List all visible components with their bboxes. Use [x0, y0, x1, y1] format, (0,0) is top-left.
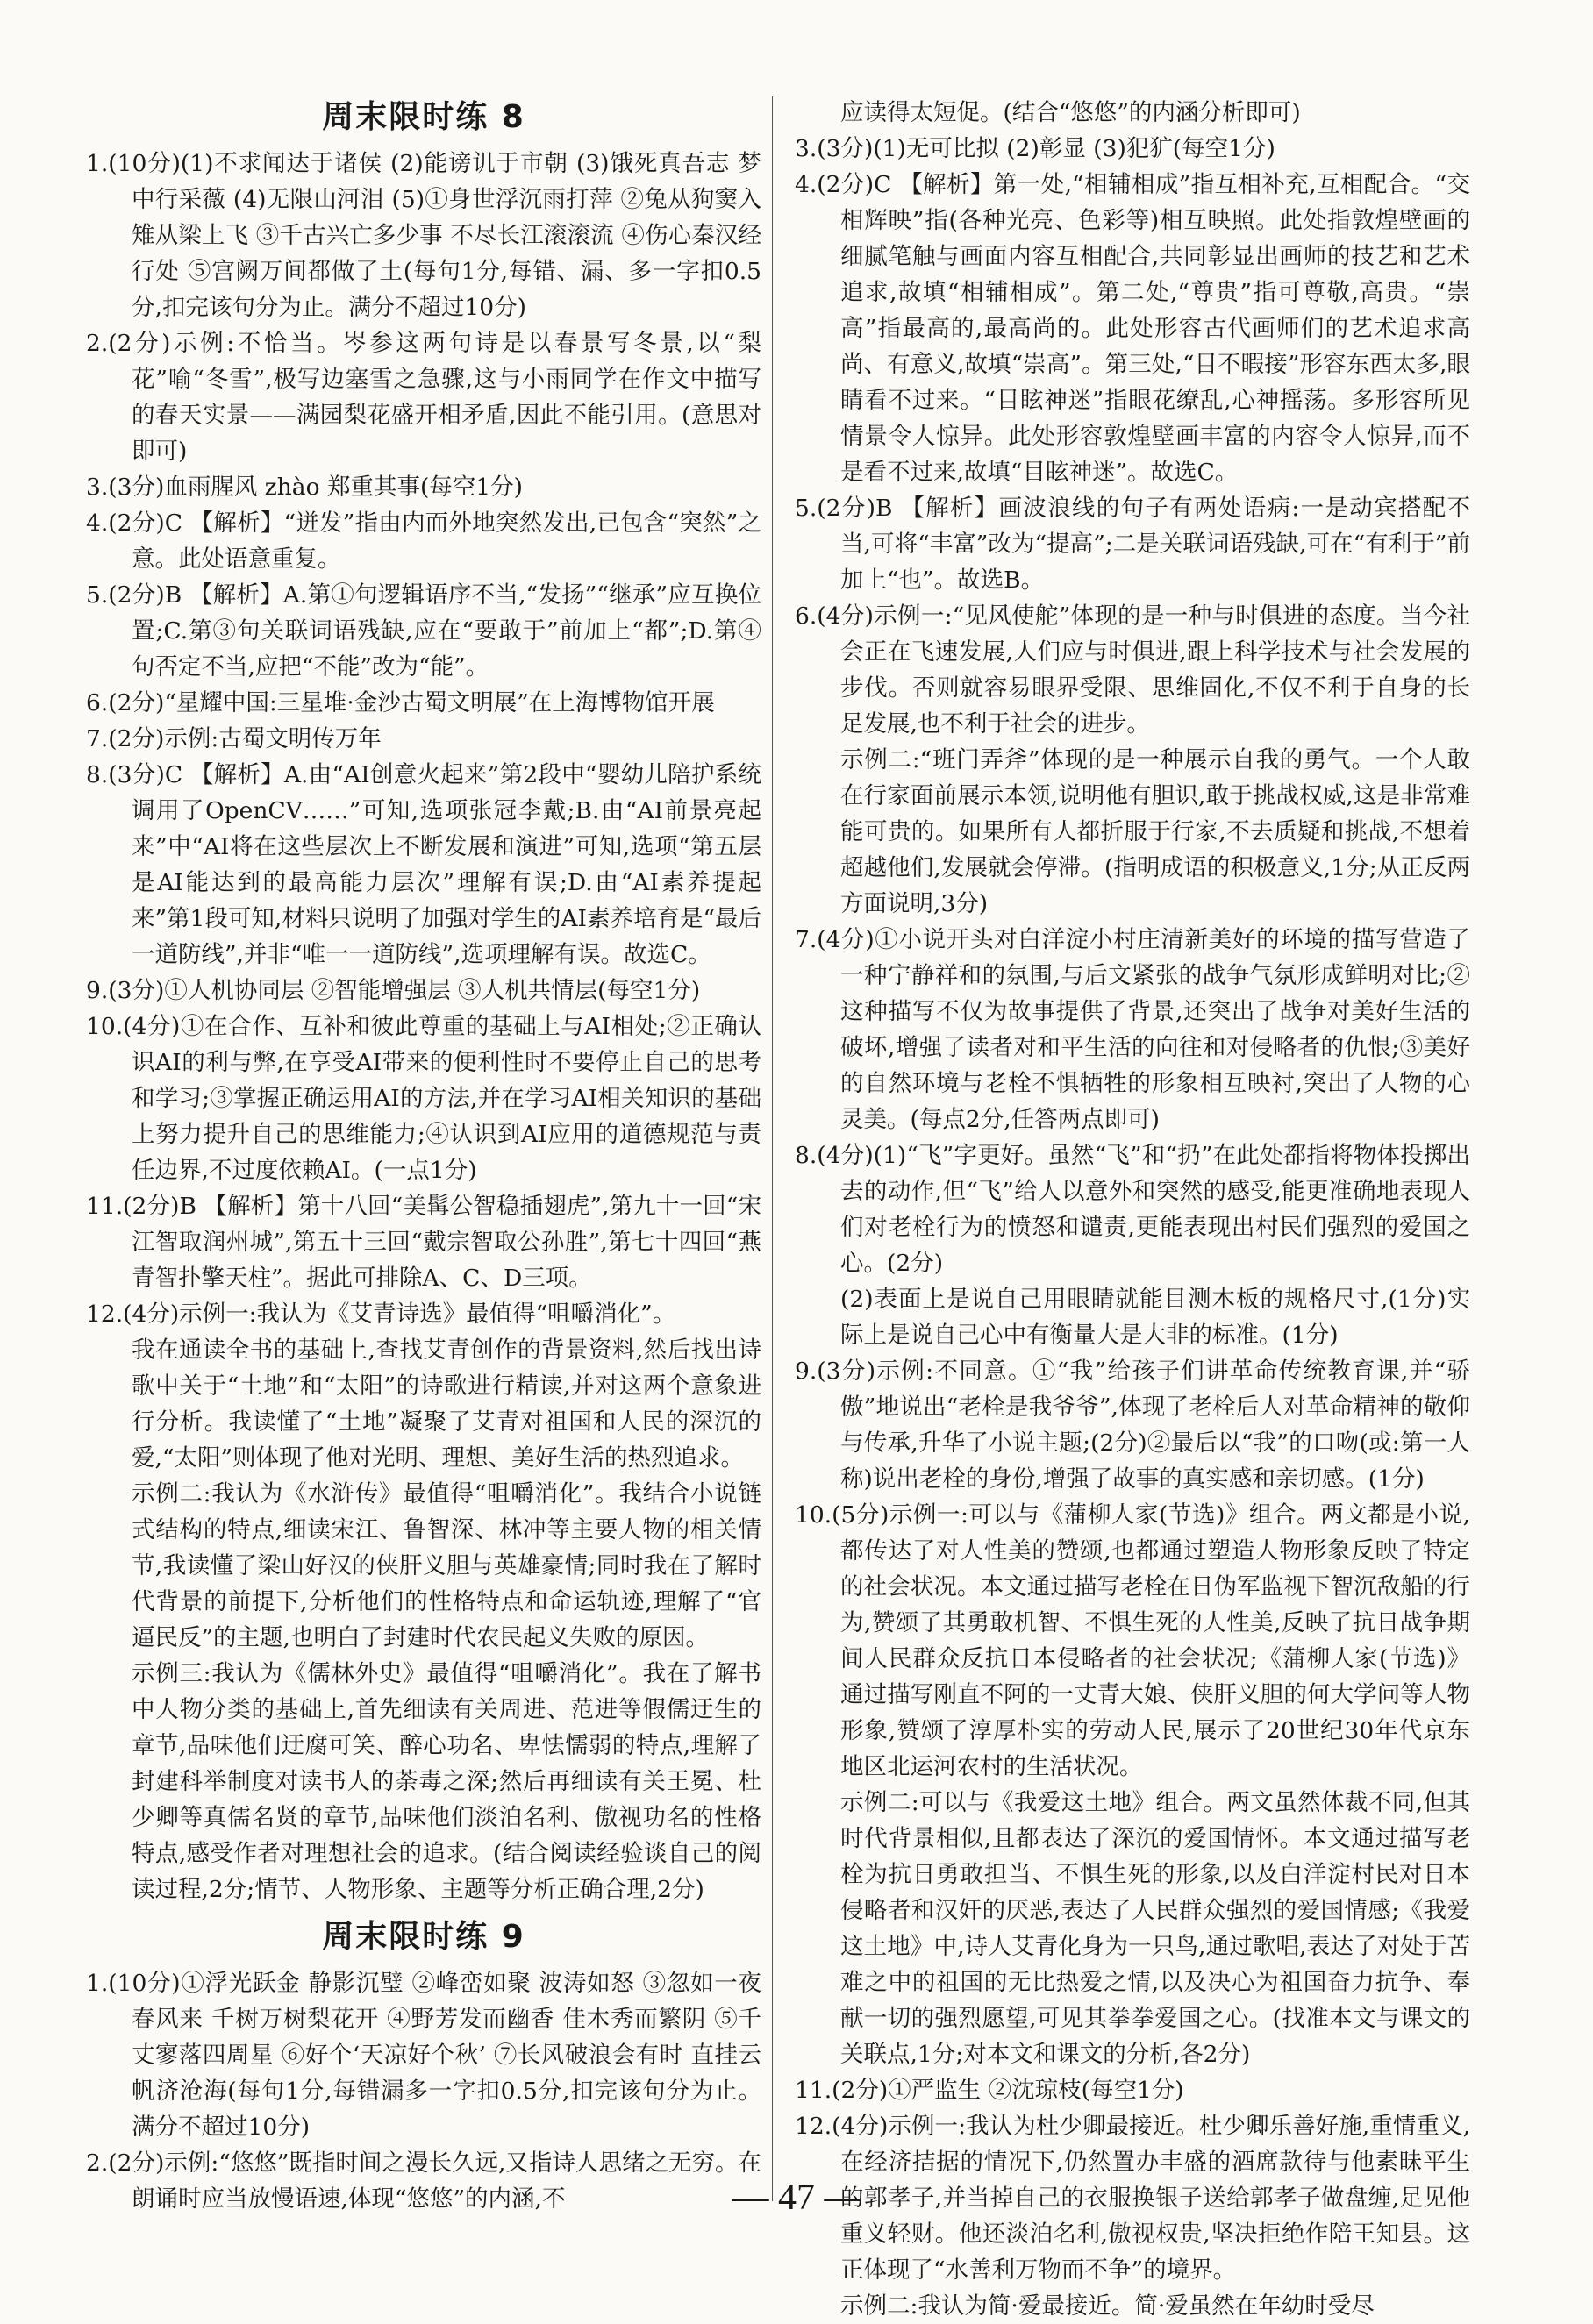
answer-item: 7.(4分)①小说开头对白洋淀小村庄清新美好的环境的描写营造了一种宁静祥和的氛围,与后文紧张的战争气氛形成鲜明对比;②这种描写不仅为故事提供了背景,还突出了战争对美好生活的破坏,增强了读者对和平生活的向往和对侵略者的仇恨;③美好的自然环境与老栓不惧牺牲的形象相互映衬,突出了人物的心灵美。(每点2分,任答两点即可): [795, 926, 1470, 1133]
answer-item: 4.(2分)C 【解析】第一处,“相辅相成”指互相补充,互相配合。“交相辉映”指(各种光亮、色彩等)相互映照。此处指敦煌壁画的细腻笔触与画面内容互相配合,共同彰显出画师的技艺和艺术追求,故填“相辅相成”。第二处,“尊贵”指可尊敬,高贵。“崇高”指最高的,最高尚的。此处形容古代画师们的艺术追求高尚、有意义,故填“崇高”。第三处,“目不暇接”形容东西太多,眼睛看不过来。“目眩神迷”指眼花缭乱,心神摇荡。多形容所见情景令人惊异。此处形容敦煌壁画丰富的内容令人惊异,而不是看不过来,故填“目眩神迷”。故选C。: [795, 171, 1470, 486]
answer-item: 9.(3分)示例:不同意。①“我”给孩子们讲革命传统教育课,并“骄傲”地说出“老栓是我爷爷”,体现了老栓后人对革命精神的敬仰与传承,升华了小说主题;(2分)②最后以“我”的口吻(或:第一人称)说出老栓的身份,增强了故事的真实感和亲切感。(1分): [795, 1358, 1470, 1493]
answer-item: 3.(3分)(1)无可比拟 (2)彰显 (3)犯犷(每空1分): [795, 135, 1275, 162]
answer-continuation: 应读得太短促。(结合“悠悠”的内涵分析即可): [840, 99, 1301, 126]
answer-paragraph: 示例三:我认为《儒林外史》最值得“咀嚼消化”。我在了解书中人物分类的基础上,首先细读有关周进、范进等假儒迂生的章节,品味他们迂腐可笑、醉心功名、卑怯懦弱的特点,理解了封建科举制度对读书人的荼毒之深;然后再细读有关王冕、杜少卿等真儒名贤的章节,品味他们淡泊名利、傲视功名的性格特点,感受作者对理想社会的追求。(结合阅读经验谈自己的阅读过程,2分;情节、人物形象、主题等分析正确合理,2分): [132, 1660, 761, 1903]
left-column: [86, 88, 761, 2217]
answer-item: 10.(4分)①在合作、互补和彼此尊重的基础上与AI相处;②正确认识AI的利与弊,在享受AI带来的便利性时不要停止自己的思考和学习;③掌握正确运用AI的方法,并在学习AI相关知识的基础上努力提升自己的思维能力;④认识到AI应用的道德规范与责任边界,不过度依赖AI。(一点1分): [86, 1013, 761, 1184]
answer-item: 5.(2分)B 【解析】A.第①句逻辑语序不当,“发扬”“继承”应互换位置;C.第③句关联词语残缺,应在“要敢于”前加上“都”;D.第④句否定不当,应把“不能”改为“能”。: [86, 581, 761, 681]
answer-paragraph: (2)表面上是说自己用眼睛就能目测木板的规格尺寸,(1分)实际上是说自己心中有衡量大是大非的标准。(1分): [840, 1286, 1470, 1349]
right-column: [795, 95, 1470, 2324]
answer-item: 2.(2分)示例:不恰当。岑参这两句诗是以春景写冬景,以“梨花”喻“冬雪”,极写边塞雪之急骤,这与小雨同学在作文中描写的春天实景——满园梨花盛开相矛盾,因此不能引用。(意思对即可): [86, 330, 761, 465]
answer-item: 5.(2分)B 【解析】画波浪线的句子有两处语病:一是动宾搭配不当,可将“丰富”改为“提高”;二是关联词语残缺,可在“有利于”前加上“也”。故选B。: [795, 495, 1470, 594]
answer-paragraph: 示例二:“班门弄斧”体现的是一种展示自我的勇气。一个人敢在行家面前展示本领,说明他有胆识,敢于挑战权威,这是非常难能可贵的。如果所有人都折服于行家,不去质疑和挑战,不想着超越他们,发展就会停滞。(指明成语的积极意义,1分;从正反两方面说明,3分): [840, 746, 1470, 917]
page-number: — 47 —: [732, 2178, 861, 2218]
answer-item: 8.(4分)(1)“飞”字更好。虽然“飞”和“扔”在此处都指将物体投掷出去的动作,但“飞”给人以意外和突然的感受,能更准确地表现人们对老栓行为的愤怒和谴责,更能表现出村民们强烈的爱国之心。(2分): [795, 1142, 1470, 1277]
answer-item: 2.(2分)示例:“悠悠”既指时间之漫长久远,又指诗人思绪之无穷。在朗诵时应当放慢语速,体现“悠悠”的内涵,不: [86, 2149, 761, 2213]
answer-item: 3.(3分)血雨腥风 zhào 郑重其事(每空1分): [86, 474, 523, 501]
column-divider: [772, 96, 773, 2201]
answer-item: 7.(2分)示例:古蜀文明传万年: [86, 725, 382, 752]
answer-item: 6.(2分)“星耀中国:三星堆·金沙古蜀文明展”在上海博物馆开展: [86, 689, 715, 716]
answer-paragraph: 示例二:我认为简·爱最接近。简·爱虽然在年幼时受尽: [840, 2292, 1375, 2320]
answer-paragraph: 我在通读全书的基础上,查找艾青创作的背景资料,然后找出诗歌中关于“土地”和“太阳”的诗歌进行精读,并对这两个意象进行分析。我读懂了“土地”凝聚了艾青对祖国和人民的深沉的爱,“太阳”则体现了他对光明、理想、美好生活的热烈追求。: [132, 1337, 761, 1472]
answer-item: 1.(10分)①浮光跃金 静影沉璧 ②峰峦如聚 波涛如怒 ③忽如一夜春风来 千树万树梨花开 ④野芳发而幽香 佳木秀而繁阴 ⑤千丈寥落四周星 ⑥好个‘天凉好个秋’ ⑦长风破浪会有时 直挂云帆济沧海(每句1分,每错漏多一字扣0.5分,扣完该句分为止。满分不超过10分): [86, 1970, 761, 2141]
answer-item: 8.(3分)C 【解析】A.由“AI创意火起来”第2段中“婴幼儿陪护系统调用了OpenCV……”可知,选项张冠李戴;B.由“AI前景亮起来”中“AI将在这些层次上不断发展和演进”可知,选项“第五层是AI能达到的最高能力层次”理解有误;D.由“AI素养提起来”第1段可知,材料只说明了加强对学生的AI素养培育是“最后一道防线”,并非“唯一一道防线”,选项理解有误。故选C。: [86, 761, 761, 968]
answer-paragraph: 示例二:我认为《水浒传》最值得“咀嚼消化”。我结合小说链式结构的特点,细读宋江、鲁智深、林冲等主要人物的相关情节,我读懂了梁山好汉的侠肝义胆与英雄豪情;同时我在了解时代背景的前提下,分析他们的性格特点和命运轨迹,理解了“官逼民反”的主题,也明白了封建时代农民起义失败的原因。: [132, 1480, 761, 1651]
answer-item: 12.(4分)示例一:我认为《艾青诗选》最值得“咀嚼消化”。: [86, 1301, 676, 1328]
answer-item: 11.(2分)①严监生 ②沈琼枝(每空1分): [795, 2077, 1184, 2104]
section-title-9: 周末限时练 9: [322, 1919, 525, 1955]
answer-item: 6.(4分)示例一:“见风使舵”体现的是一种与时俱进的态度。当今社会正在飞速发展,人们应与时俱进,跟上科学技术与社会发展的步伐。否则就容易眼界受限、思维固化,不仅不利于自身的长足发展,也不利于社会的进步。: [795, 602, 1470, 738]
answer-item: 11.(2分)B 【解析】第十八回“美髯公智稳插翅虎”,第九十一回“宋江智取润州城”,第五十三回“戴宗智取公孙胜”,第七十四回“燕青智扑擎天柱”。据此可排除A、C、D三项。: [86, 1193, 761, 1292]
answer-paragraph: 示例二:可以与《我爱这土地》组合。两文虽然体裁不同,但其时代背景相似,且都表达了深沉的爱国情怀。本文通过描写老栓为抗日勇敢担当、不惧生死的形象,以及白洋淀村民对日本侵略者和汉奸的厌恶,表达了人民群众强烈的爱国情感;《我爱这土地》中,诗人艾青化身为一只鸟,通过歌唱,表达了对处于苦难之中的祖国的无比热爱之情,以及决心为祖国奋力抗争、奉献一切的强烈愿望,可见其拳拳爱国之心。(找准本文与课文的关联点,1分;对本文和课文的分析,各2分): [840, 1789, 1470, 2068]
answer-item: 1.(10分)(1)不求闻达于诸侯 (2)能谤讥于市朝 (3)饿死真吾志 梦中行采薇 (4)无限山河泪 (5)①身世浮沉雨打萍 ②兔从狗窦入 雉从梁上飞 ③千古兴亡多少事 不尽长江滚滚流 ④伤心秦汉经行处 ⑤宫阙万间都做了土(每句1分,每错、漏、多一字扣0.5分,扣完该句分为止。满分不超过10分): [86, 150, 761, 321]
answer-item: 10.(5分)示例一:可以与《蒲柳人家(节选)》组合。两文都是小说,都传达了对人性美的赞颂,也都通过塑造人物形象反映了特定的社会状况。本文通过描写老栓在日伪军监视下智沉敌船的行为,赞颂了其勇敢机智、不惧生死的人性美,反映了抗日战争期间人民群众反抗日本侵略者的社会状况;《蒲柳人家(节选)》通过描写刚直不阿的一丈青大娘、侠肝义胆的何大学问等人物形象,赞颂了淳厚朴实的劳动人民,展示了20世纪30年代京东地区北运河农村的生活状况。: [795, 1501, 1470, 1780]
section-title-8: 周末限时练 8: [322, 99, 525, 135]
answer-item: 4.(2分)C 【解析】“迸发”指由内而外地突然发出,已包含“突然”之意。此处语意重复。: [86, 510, 761, 573]
answer-item: 12.(4分)示例一:我认为杜少卿最接近。杜少卿乐善好施,重情重义,在经济拮据的情况下,仍然置办丰盛的酒席款待与他素昧平生的郭孝子,并当掉自己的衣服换银子送给郭孝子做盘缠,足见他重义轻财。他还淡泊名利,傲视权贵,坚决拒绝作陪王知县。这正体现了“水善利万物而不争”的境界。: [795, 2113, 1470, 2284]
answer-item: 9.(3分)①人机协同层 ②智能增强层 ③人机共情层(每空1分): [86, 977, 701, 1004]
